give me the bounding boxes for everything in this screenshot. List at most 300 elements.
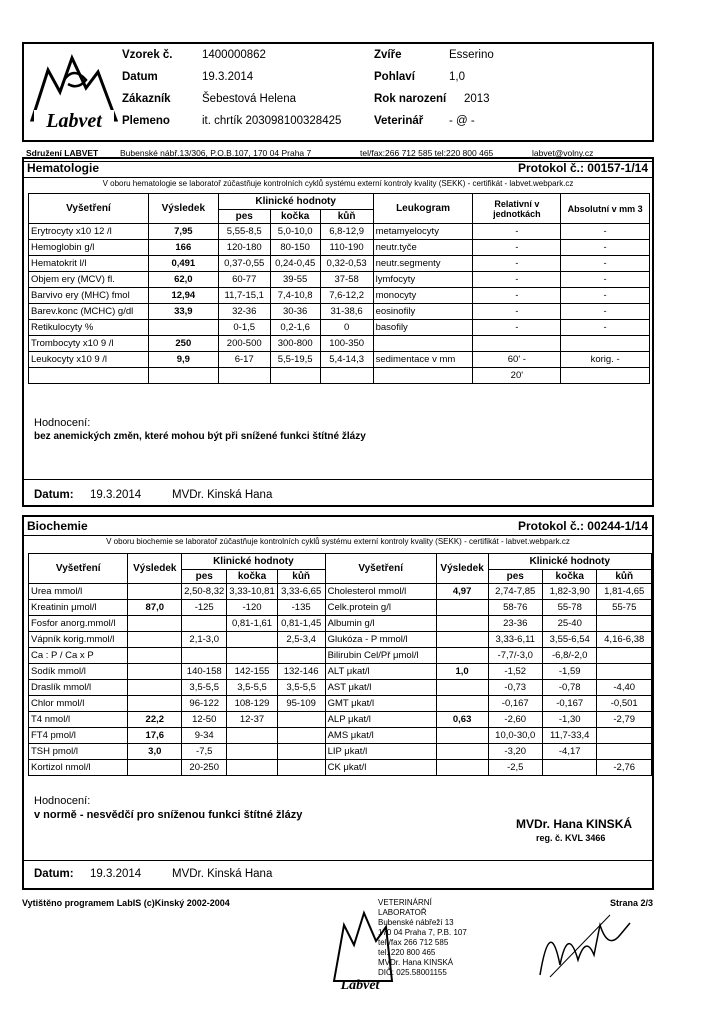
bio-cell [277,744,325,760]
bio-cell: 4,16-6,38 [597,632,652,648]
bio-cell: 3,33-6,65 [277,584,325,600]
hema-datum: 19.3.2014 [90,489,142,501]
hema-datum-label: Datum: [34,489,74,501]
hema-cell: sedimentace v mm [373,352,473,368]
bio-cell: Draslík mmol/l [29,680,128,696]
bio-row [29,712,652,728]
bio-cell [227,648,277,664]
bio-col-klin2: Klinické hodnoty [488,554,651,570]
bio-row [29,632,652,648]
bio-cell: 140-158 [182,664,227,680]
bio-cell: GMT μkat/l [325,696,436,712]
bio-cell [182,648,227,664]
bio-cell: 3,55-6,54 [542,632,596,648]
hema-cell: 33,9 [148,304,218,320]
stamp-line: 170 04 Praha 7, P.B. 107 [378,928,467,937]
bio-cell: 55-78 [542,600,596,616]
hema-cell: - [473,288,561,304]
hema-cell: neutr.tyče [373,240,473,256]
bio-cell: 17,6 [128,728,182,744]
hema-cell: - [473,240,561,256]
hema-cell: 300-800 [270,336,320,352]
bio-col-pes: pes [182,570,227,584]
hema-cell: monocyty [373,288,473,304]
hema-cell [148,320,218,336]
hema-cell: 100-350 [320,336,373,352]
hema-cell [148,368,218,384]
hema-cell: 31-38,6 [320,304,373,320]
zvire-label: Zvíře [374,49,402,61]
svg-text:Labvet: Labvet [340,978,380,993]
bio-cell: ALP μkat/l [325,712,436,728]
stamp-line: tel./fax 266 712 585 [378,938,449,947]
hema-cell: neutr.segmenty [373,256,473,272]
bio-cell: -2,76 [597,760,652,776]
bio-cell: Fosfor anorg.mmol/l [29,616,128,632]
bio-cell: 3,5-5,5 [227,680,277,696]
hema-cell [270,368,320,384]
pohlavi-value: 1,0 [449,71,465,83]
bio-cell: -2,60 [488,712,542,728]
hema-cell: 12,94 [148,288,218,304]
bio-cell [128,632,182,648]
bio-cell: -2,79 [597,712,652,728]
stamp-line: DIČ: 025.58001155 [378,968,447,977]
bio-cell [227,760,277,776]
veterinar-label: Veterinář [374,115,424,127]
hema-cell: 32-36 [218,304,270,320]
zvire-value: Esserino [449,49,494,61]
datum-label: Datum [122,71,158,83]
bio-cell: 3,5-5,5 [182,680,227,696]
bio-cell: CK μkat/l [325,760,436,776]
bio-row [29,696,652,712]
hema-cell: Hemoglobin g/l [29,240,149,256]
hema-cell: Leukocyty x10 9 /l [29,352,149,368]
bio-cell: 23-36 [488,616,542,632]
bio-cell [277,760,325,776]
bio-row [29,648,652,664]
hema-cell: 9,9 [148,352,218,368]
bio-cell: 1,82-3,90 [542,584,596,600]
hema-cell: - [561,272,650,288]
bio-cell [436,648,488,664]
bio-cell: 0,81-1,45 [277,616,325,632]
hema-cell [373,368,473,384]
plemeno-value: it. chrtík 203098100328425 [202,115,342,127]
bio-cell: T4 nmol/l [29,712,128,728]
hema-cell: - [561,304,650,320]
bio-cell: -0,167 [542,696,596,712]
bio-cell [227,744,277,760]
hema-row [29,352,650,368]
hema-cell [320,368,373,384]
bio-cell: AST μkat/l [325,680,436,696]
bio-cell [436,728,488,744]
bio-cell [597,616,652,632]
bio-col-vys2: Vyšetření [325,554,436,584]
bio-cell: -7,5 [182,744,227,760]
hema-cell: 5,4-14,3 [320,352,373,368]
bio-col-kun2: kůň [597,570,652,584]
hema-cell: Barev.konc (MCHC) g/dl [29,304,149,320]
hema-cell: 5,0-10,0 [270,224,320,240]
hema-col-abs: Absolutní v mm 3 [561,194,650,224]
bio-cell [128,616,182,632]
hema-row [29,304,650,320]
hema-cell: 20' [473,368,561,384]
hema-row [29,256,650,272]
hema-cell: 6-17 [218,352,270,368]
zakaznik-label: Zákazník [122,93,171,105]
bio-cell [436,744,488,760]
bio-cell: 10,0-30,0 [488,728,542,744]
hema-col-kocka: kočka [270,210,320,224]
hema-hodnoceni-label: Hodnocení: [34,417,91,429]
bio-cell [128,664,182,680]
bio-cell: 9-34 [182,728,227,744]
bio-cell [277,712,325,728]
hema-cell: 30-36 [270,304,320,320]
bio-row [29,616,652,632]
bio-cell [277,728,325,744]
bio-title: Biochemie [27,519,88,533]
hema-cell: lymfocyty [373,272,473,288]
hema-cell: 110-190 [320,240,373,256]
bio-cell: 1,81-4,65 [597,584,652,600]
hema-cell: Hematokrit l/l [29,256,149,272]
hema-title: Hematologie [27,161,100,175]
bio-cell: -120 [227,600,277,616]
bio-datum: 19.3.2014 [90,868,142,880]
bio-row [29,600,652,616]
bio-cell: AMS μkat/l [325,728,436,744]
hema-row-sed [29,368,650,384]
bio-cell: LIP μkat/l [325,744,436,760]
bio-cell: -125 [182,600,227,616]
hema-cell: - [561,288,650,304]
bio-cell: 22,2 [128,712,182,728]
hema-cell: Objem ery (MCV) fl. [29,272,149,288]
hema-cell: Erytrocyty x10 12 /l [29,224,149,240]
hema-cell: 0,2-1,6 [270,320,320,336]
bio-cell [128,760,182,776]
hema-cell: 5,5-19,5 [270,352,320,368]
vzorek-value: 1400000862 [202,49,266,61]
bio-cell: 3,33-10,81 [227,584,277,600]
bio-note: V oboru biochemie se laboratoř zúčastňuje kontrolních cyklů systému externí kontroly kvality (SEKK) - certifikát - labvet.webpark.cz [106,537,570,546]
stamp-line: tel. 220 800 465 [378,948,436,957]
hema-cell: 200-500 [218,336,270,352]
bio-cell: Bilirubin Cel/Př μmol/l [325,648,436,664]
bio-cell: 12-50 [182,712,227,728]
bio-col-kun: kůň [277,570,325,584]
bio-cell: Vápník korig.mmol/l [29,632,128,648]
hema-col-pes: pes [218,210,270,224]
bio-cell [277,648,325,664]
bio-cell: 2,1-3,0 [182,632,227,648]
bio-cell [182,616,227,632]
bio-cell: -135 [277,600,325,616]
bio-row [29,664,652,680]
pohlavi-label: Pohlaví [374,71,415,83]
bio-cell: -4,40 [597,680,652,696]
bio-cell: 20-250 [182,760,227,776]
bio-hodnoceni-label: Hodnocení: [34,795,91,807]
signature-stamp-name: MVDr. Hana KINSKÁ [516,817,633,831]
bio-cell: Sodík mmol/l [29,664,128,680]
hema-cell: Retikulocyty % [29,320,149,336]
hema-cell: 39-55 [270,272,320,288]
bio-cell: Cholesterol mmol/l [325,584,436,600]
bio-cell: 12-37 [227,712,277,728]
hema-col-vys: Vyšetření [29,194,149,224]
bio-cell: TSH pmol/l [29,744,128,760]
bio-cell: -0,167 [488,696,542,712]
bio-cell [597,648,652,664]
bio-cell: 2,5-3,4 [277,632,325,648]
hema-cell: 37-58 [320,272,373,288]
report-header [22,42,654,142]
bio-cell: 11,7-33,4 [542,728,596,744]
hema-cell: korig. - [561,352,650,368]
bio-cell: -0,73 [488,680,542,696]
bio-cell: ALT μkat/l [325,664,436,680]
bio-cell: Kortizol nmol/l [29,760,128,776]
hema-cell: - [473,304,561,320]
hema-cell: 5,55-8,5 [218,224,270,240]
hema-cell: 62,0 [148,272,218,288]
hema-cell: - [561,256,650,272]
bio-cell [227,632,277,648]
org-email: labvet@volny.cz [532,148,594,158]
hema-cell: 7,4-10,8 [270,288,320,304]
hema-cell: - [561,224,650,240]
bio-col-res: Výsledek [128,554,182,584]
bio-cell [436,680,488,696]
hema-cell: - [473,320,561,336]
bio-cell: 1,0 [436,664,488,680]
stamp-line: VETERINÁRNÍ [378,898,432,907]
bio-cell [436,760,488,776]
bio-col-pes2: pes [488,570,542,584]
hema-cell: 7,95 [148,224,218,240]
bio-cell [227,728,277,744]
bio-cell: 4,97 [436,584,488,600]
bio-cell: 55-75 [597,600,652,616]
bio-cell: Chlor mmol/l [29,696,128,712]
bio-cell [128,680,182,696]
bio-col-kocka: kočka [227,570,277,584]
signature-stamp-reg: reg. č. KVL 3466 [536,833,606,843]
hema-cell: 0,32-0,53 [320,256,373,272]
hema-protokol: Protokol č.: 00157-1/14 [517,161,648,175]
labvet-logo [28,50,120,136]
hema-cell: 60-77 [218,272,270,288]
bio-col-kocka2: kočka [542,570,596,584]
hema-row [29,272,650,288]
bio-cell: -3,20 [488,744,542,760]
plemeno-label: Plemeno [122,115,170,127]
hema-cell: 80-150 [270,240,320,256]
hema-cell: 250 [148,336,218,352]
hema-cell: 0,37-0,55 [218,256,270,272]
bio-cell: FT4 pmol/l [29,728,128,744]
hema-row [29,240,650,256]
hema-cell: basofily [373,320,473,336]
bio-cell: 2,74-7,85 [488,584,542,600]
hema-cell: - [561,240,650,256]
bio-row [29,760,652,776]
footer-page: Strana 2/3 [610,898,654,908]
bio-cell: 58-76 [488,600,542,616]
hema-cell: 7,6-12,2 [320,288,373,304]
bio-cell: 142-155 [227,664,277,680]
bio-cell [128,648,182,664]
hema-cell: eosinofily [373,304,473,320]
hema-table [28,193,650,384]
bio-protokol: Protokol č.: 00244-1/14 [517,519,648,533]
bio-col-klin: Klinické hodnoty [182,554,325,570]
hema-cell: 0-1,5 [218,320,270,336]
bio-cell: Glukóza - P mmol/l [325,632,436,648]
signature [530,905,650,985]
bio-cell [436,600,488,616]
org-street: Bubenské nábř.13/306, P.O.B.107, 170 04 Praha 7 [120,148,312,158]
bio-row [29,744,652,760]
bio-col-res2: Výsledek [436,554,488,584]
hema-row [29,224,650,240]
datum-value: 19.3.2014 [202,71,254,83]
bio-cell [597,728,652,744]
bio-table [28,553,652,776]
bio-cell: Ca : P / Ca x P [29,648,128,664]
hema-cell: 0 [320,320,373,336]
bio-cell: 96-122 [182,696,227,712]
bio-cell [436,696,488,712]
bio-cell: 108-129 [227,696,277,712]
hema-col-rel: Relativní v jednotkách [473,194,561,224]
bio-row [29,728,652,744]
laboratory-stamp [330,895,500,995]
stamp-line: Bubenské nábřeží 13 [378,918,454,927]
bio-cell: 132-146 [277,664,325,680]
bio-cell: Kreatinin μmol/l [29,600,128,616]
bio-cell: -1,30 [542,712,596,728]
bio-cell: -7,7/-3,0 [488,648,542,664]
stamp-line: MVDr. Hana KINSKÁ [378,958,454,967]
hema-cell: 120-180 [218,240,270,256]
bio-cell: -6,8/-2,0 [542,648,596,664]
hema-cell [373,336,473,352]
hema-cell: 11,7-15,1 [218,288,270,304]
bio-row [29,584,652,600]
hema-lekar: MVDr. Kinská Hana [172,489,273,501]
hema-row [29,320,650,336]
bio-cell: 87,0 [128,600,182,616]
hema-cell: 166 [148,240,218,256]
bio-cell: -1,59 [542,664,596,680]
bio-col-vys: Vyšetření [29,554,128,584]
org-name: Sdružení LABVET [26,148,99,158]
bio-cell: 3,5-5,5 [277,680,325,696]
bio-cell: 2,50-8,32 [182,584,227,600]
bio-cell: 0,81-1,61 [227,616,277,632]
bio-cell: Albumin g/l [325,616,436,632]
bio-cell [597,744,652,760]
bio-hodnoceni: v normě - nesvědčí pro sníženou funkci štítné žlázy [34,809,303,821]
bio-cell [436,632,488,648]
hema-cell [473,336,561,352]
bio-cell: -0,78 [542,680,596,696]
hema-note: V oboru hematologie se laboratoř zúčastňuje kontrolních cyklů systému externí kontroly kvality (SEKK) - certifikát - labvet.webpark.cz [102,179,574,188]
hema-cell: Trombocyty x10 9 /l [29,336,149,352]
bio-cell [128,696,182,712]
hema-col-klin: Klinické hodnoty [218,194,373,210]
hema-hodnoceni: bez anemických změn, které mohou být při snížené funkci štítné žlázy [34,431,366,442]
hema-cell [218,368,270,384]
bio-cell: -0,501 [597,696,652,712]
hema-cell: Barvivo ery (MHC) fmol [29,288,149,304]
bio-cell: 3,0 [128,744,182,760]
svg-text:Labvet: Labvet [46,110,102,132]
hema-cell: - [473,256,561,272]
org-phone: tel/fax:266 712 585 tel:220 800 465 [360,148,494,158]
zakaznik-value: Šebestová Helena [202,93,296,105]
bio-datum-label: Datum: [34,868,74,880]
hema-cell [29,368,149,384]
hema-cell [561,368,650,384]
footer-program: Vytištěno programem LabIS (c)Kinský 2002-2004 [22,898,230,908]
biochemistry-section [22,515,654,890]
hema-col-res: Výsledek [148,194,218,224]
hema-cell: 6,8-12,9 [320,224,373,240]
hema-cell: 60' - [473,352,561,368]
rok-label: Rok narození [374,93,447,105]
hema-cell [561,336,650,352]
hema-cell: 0,491 [148,256,218,272]
bio-cell: Celk.protein g/l [325,600,436,616]
bio-cell: 3,33-6,11 [488,632,542,648]
bio-cell: -4,17 [542,744,596,760]
bio-cell: 0,63 [436,712,488,728]
hema-row [29,336,650,352]
bio-cell [436,616,488,632]
bio-cell [128,584,182,600]
bio-cell: 95-109 [277,696,325,712]
hema-cell: - [473,272,561,288]
bio-cell: Urea mmol/l [29,584,128,600]
vzorek-label: Vzorek č. [122,49,173,61]
bio-cell: -2,5 [488,760,542,776]
rok-value: 2013 [464,93,490,105]
hema-col-kun: kůň [320,210,373,224]
veterinar-value: - @ - [449,115,475,127]
stamp-line: LABORATOŘ [378,908,427,917]
hema-cell: - [561,320,650,336]
hema-col-leuk: Leukogram [373,194,473,224]
bio-row [29,680,652,696]
bio-cell: 25-40 [542,616,596,632]
bio-cell: -1,52 [488,664,542,680]
bio-lekar: MVDr. Kinská Hana [172,868,273,880]
hema-cell: - [473,224,561,240]
bio-cell [542,760,596,776]
hematology-section [22,157,654,507]
bio-cell [597,664,652,680]
hema-row [29,288,650,304]
hema-cell: 0,24-0,45 [270,256,320,272]
